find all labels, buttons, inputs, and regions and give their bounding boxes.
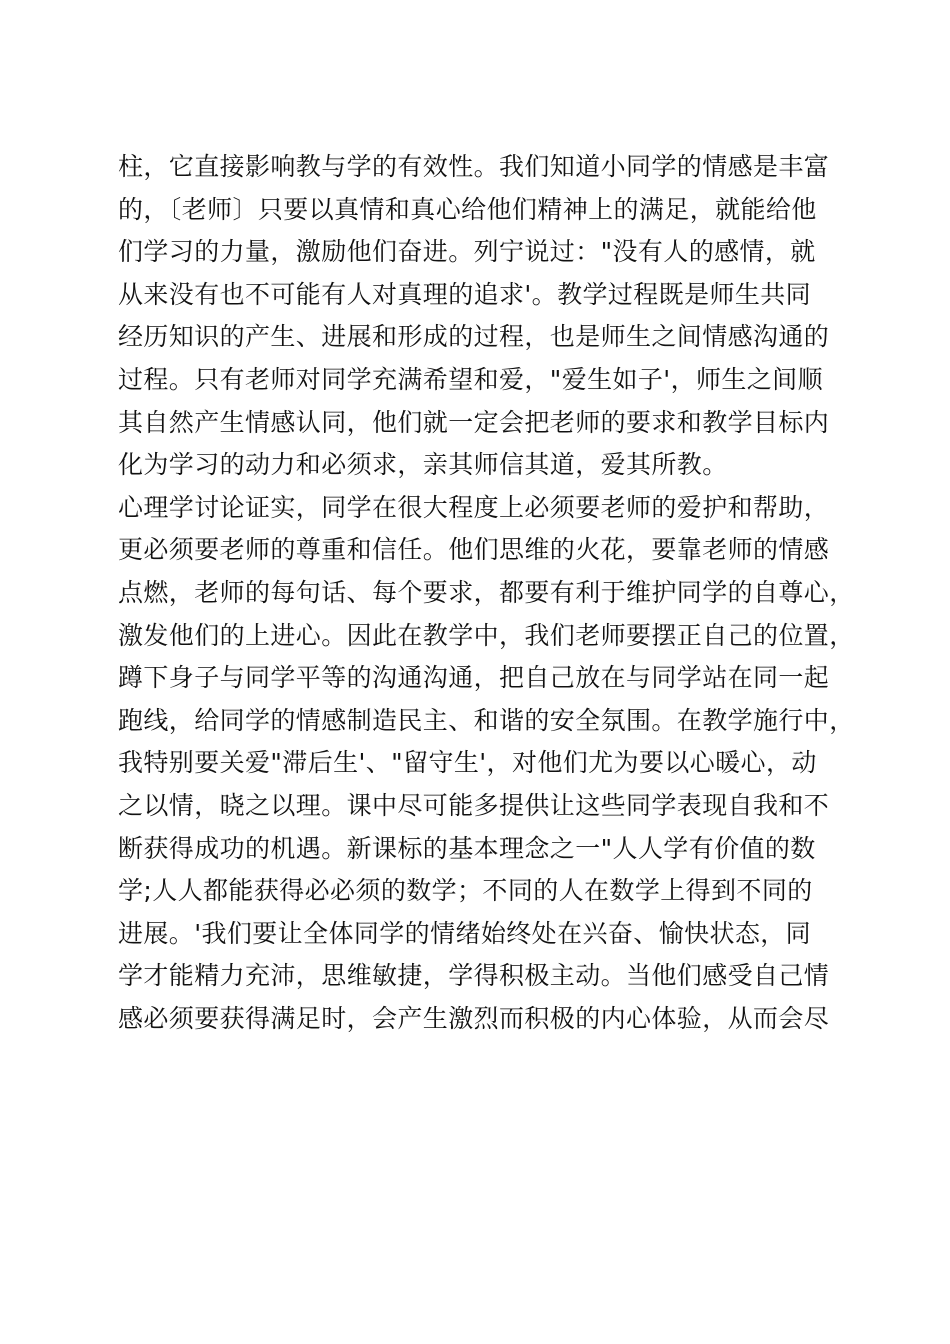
text-line-9: 心理学讨论证实，同学在很大程度上必须要老师的爱护和帮助， xyxy=(118,492,830,522)
text-line-12: 激发他们的上进心。因此在教学中，我们老师要摆正自己的位置， xyxy=(118,620,855,650)
text-line-3: 们学习的力量，激励他们奋进。列宁说过："没有人的感情，就 xyxy=(118,237,816,267)
text-line-2: 的，〔老师〕只要以真情和真心给他们精神上的满足，就能给他 xyxy=(118,194,817,224)
text-line-10: 更必须要老师的尊重和信任。他们思维的火花，要靠老师的情感 xyxy=(118,535,830,565)
text-line-17: 断获得成功的机遇。新课标的基本理念之一"人人学有价值的数 xyxy=(118,833,816,863)
text-line-8: 化为学习的动力和必须求，亲其师信其道，爱其所教。 xyxy=(118,450,728,480)
text-line-4: 从来没有也不可能有人对真理的追求'。教学过程既是师生共同 xyxy=(118,279,812,309)
body-text xyxy=(118,146,858,1040)
text-line-19: 进展。'我们要让全体同学的情绪始终处在兴奋、愉快状态，同 xyxy=(118,918,812,948)
text-line-16: 之以情，晓之以理。课中尽可能多提供让这些同学表现自我和不 xyxy=(118,790,830,820)
text-line-15: 我特别要关爱"滞后生'、"留守生'，对他们尤为要以心暖心，动 xyxy=(118,748,817,778)
text-line-13: 蹲下身子与同学平等的沟通沟通，把自己放在与同学站在同一起 xyxy=(118,663,830,693)
text-line-6: 过程。只有老师对同学充满希望和爱，"爱生如子'，师生之间顺 xyxy=(118,364,823,394)
text-line-7: 其自然产生情感认同，他们就一定会把老师的要求和教学目标内 xyxy=(118,407,830,437)
text-line-21: 感必须要获得满足时，会产生激烈而积极的内心体验，从而会尽 xyxy=(118,1003,830,1033)
text-line-1: 柱，它直接影响教与学的有效性。我们知道小同学的情感是丰富 xyxy=(118,152,830,181)
text-line-18: 学;人人都能获得必必须的数学；不同的人在数学上得到不同的 xyxy=(118,876,813,906)
text-line-5: 经历知识的产生、进展和形成的过程，也是师生之间情感沟通的 xyxy=(118,322,830,352)
text-line-11: 点燃，老师的每句话、每个要求，都要有利于维护同学的自尊心， xyxy=(118,577,855,607)
text-line-20: 学才能精力充沛，思维敏捷，学得积极主动。当他们感受自己情 xyxy=(118,961,830,991)
text-line-14: 跑线，给同学的情感制造民主、和谐的安全氛围。在教学施行中， xyxy=(118,705,855,735)
